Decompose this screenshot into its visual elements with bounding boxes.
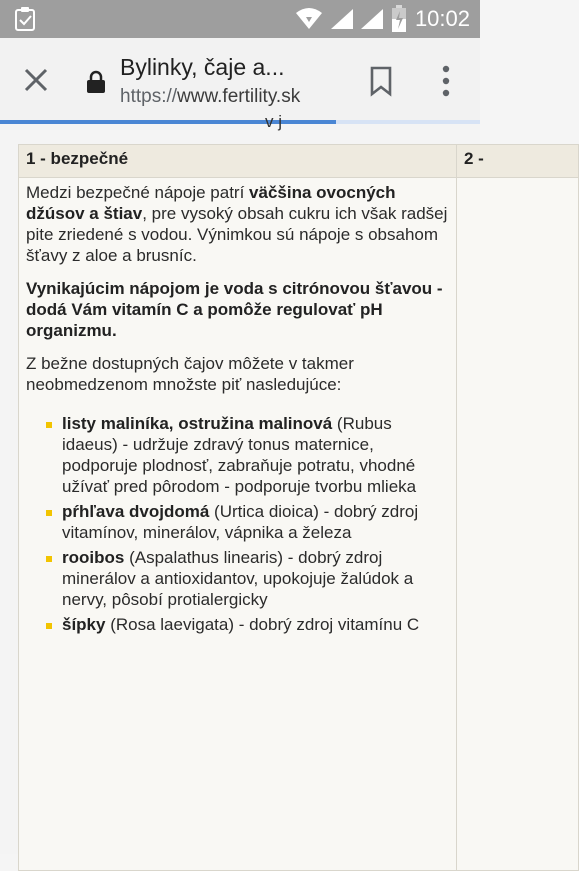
list-item [26, 547, 448, 610]
item-desc: (Aspalathus linearis) - dobrý zdroj minerálov a antioxidantov, upokojuje žalúdok a nervy, pôsobí protialergicky [62, 548, 414, 609]
column-header: 1 - bezpečné [19, 145, 457, 178]
item-name: listy maliníka, ostružina malinová [62, 414, 333, 433]
table-row [19, 178, 579, 871]
list-item [26, 413, 448, 497]
paragraph [26, 182, 448, 266]
url-scheme: https:// [120, 86, 178, 107]
lock-icon [86, 70, 106, 94]
list-item [26, 614, 448, 635]
wifi-icon [295, 7, 323, 31]
clock: 10:02 [414, 6, 470, 31]
close-icon[interactable] [22, 66, 50, 94]
text: , pre vysoký obsah cukru ich však radšej pite zriedené s vodou. Výnimkou sú nápoje s obsahom šťavy z aloe a brusníc. [26, 204, 448, 265]
battery-icon [391, 5, 407, 33]
more-vert-icon[interactable] [436, 64, 456, 98]
signal-icon [329, 7, 355, 31]
item-name: šípky [62, 615, 106, 634]
table-wrapper [18, 144, 488, 864]
clipboard-icon [12, 6, 38, 32]
page-title[interactable]: Bylinky, čaje a... [120, 54, 285, 80]
item-name: pŕhľava dvojdomá [62, 502, 210, 521]
signal-icon [359, 7, 385, 31]
cell-content [19, 178, 456, 635]
clipped-text: v j [265, 112, 282, 131]
list-item [26, 501, 448, 543]
bold-text: väčšina ovocných džúsov a štiav [26, 183, 396, 223]
paragraph: Z bežne dostupných čajov môžete v takmer neobmedzenom množste piť nasledujúce: [26, 354, 354, 394]
item-desc: (Rubus idaeus) - udržuje zdravý tonus maternice, podporuje plodnosť, zabraňuje potratu, vhodné užívať pred pôrodom - podporuje tvorbu mlieka [62, 414, 417, 496]
browser-toolbar [0, 38, 480, 120]
url-host: www.fertility.sk [177, 86, 301, 107]
column-header: 2 - [457, 145, 579, 178]
bookmark-icon[interactable] [368, 66, 394, 96]
item-desc: (Rosa laevigata) - dobrý zdroj vitamínu C [105, 615, 420, 634]
bold-text: Vynikajúcim nápojom je voda s citrónovou šťavou - dodá Vám vitamín C a pomôže regulovať pH organizmu. [26, 279, 443, 340]
tea-list [26, 413, 448, 635]
text: Medzi bezpečné nápoje patrí [26, 183, 250, 202]
table-header-row [19, 145, 579, 178]
table-cell [19, 178, 457, 871]
item-desc: (Urtica dioica) - dobrý zdroj vitamínov, minerálov, vápnika a železa [62, 502, 419, 542]
status-bar [0, 0, 480, 38]
safety-table [18, 144, 579, 871]
item-name: rooibos [62, 548, 125, 567]
paragraph [26, 278, 448, 341]
url-bar[interactable] [120, 86, 300, 108]
table-cell [457, 178, 579, 871]
web-page [0, 112, 484, 854]
